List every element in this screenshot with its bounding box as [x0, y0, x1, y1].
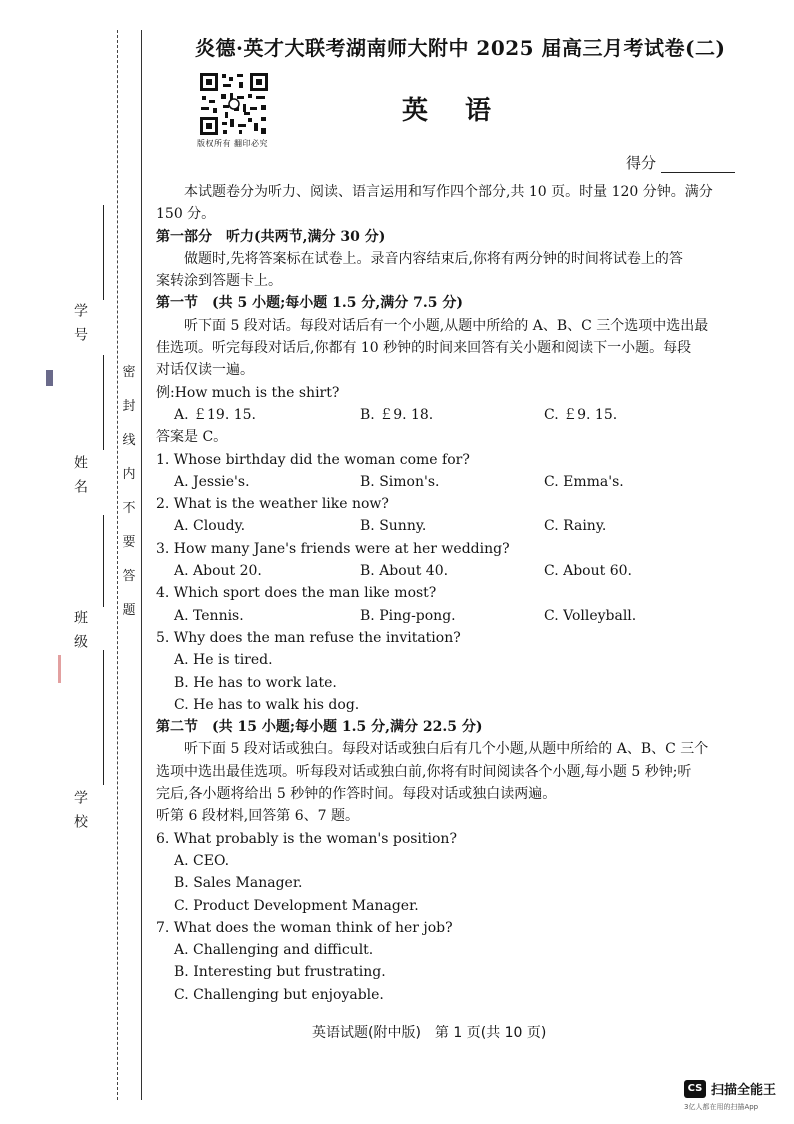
answer-option: C. About 60.: [544, 563, 632, 580]
text-line: 对话仅读一遍。: [156, 362, 254, 379]
answer-option: B. ￡9. 18.: [360, 406, 434, 423]
answer-option: A. ￡19. 15.: [174, 406, 256, 423]
text-line: 1. Whose birthday did the woman come for?: [156, 451, 470, 468]
answer-option: C. Volleyball.: [544, 607, 637, 624]
text-line: 5. Why does the man refuse the invitation?: [156, 629, 461, 646]
text-line: B. Sales Manager.: [174, 875, 303, 892]
text-line: B. Interesting but frustrating.: [174, 964, 386, 981]
text-line: A. CEO.: [174, 852, 230, 869]
text-line: 听下面 5 段对话。每段对话后有一个小题,从题中所给的 A、B、C 三个选项中选出最: [184, 317, 709, 334]
answer-option: B. Ping-pong.: [360, 607, 456, 624]
text-line: 4. Which sport does the man like most?: [156, 585, 437, 602]
subject-title: 英 语: [402, 96, 506, 126]
field-line-school[interactable]: [103, 650, 104, 785]
seal-char: 题: [122, 603, 136, 618]
text-line: C. Product Development Manager.: [174, 897, 419, 914]
field-name: [70, 455, 90, 503]
field-label: 姓名: [72, 455, 88, 503]
scanner-name: 扫描全能王: [711, 1083, 777, 1098]
section-heading: 第一节 (共 5 小题;每小题 1.5 分,满分 7.5 分): [156, 295, 463, 312]
seal-char: 答: [122, 569, 136, 584]
scan-artifact-block: [46, 370, 53, 386]
seal-char: 内: [122, 467, 136, 482]
field-label: 学号: [72, 303, 88, 351]
answer-option: A. Jessie's.: [174, 473, 250, 490]
text-line: 选项中选出最佳选项。听每段对话或独白前,你将有时间阅读各个小题,每小题 5 秒钟;听: [156, 763, 692, 780]
text-line: 完后,各小题将给出 5 秒钟的作答时间。每段对话或独白读两遍。: [156, 786, 557, 803]
seal-char: 封: [122, 399, 136, 414]
text-line: 答案是 C。: [156, 429, 228, 446]
seal-char: 密: [122, 365, 136, 380]
score-field: [626, 152, 735, 173]
answer-option: B. Sunny.: [360, 518, 427, 535]
text-line: 做题时,先将答案标在试卷上。录音内容结束后,你将有两分钟的时间将试卷上的答: [184, 250, 683, 267]
binding-dashed-line: [117, 30, 118, 1100]
option-row: [156, 471, 736, 493]
text-line: 听下面 5 段对话或独白。每段对话或独白后有几个小题,从题中所给的 A、B、C 三个: [184, 741, 709, 758]
field-line-student-number[interactable]: [103, 205, 104, 300]
text-line: 例:How much is the shirt?: [156, 384, 340, 401]
text-line: C. He has to walk his dog.: [174, 696, 360, 713]
scanner-watermark: [684, 1079, 776, 1098]
field-label: 班级: [72, 610, 88, 658]
text-line: 7. What does the woman think of her job?: [156, 919, 453, 936]
text-line: A. Challenging and difficult.: [174, 942, 374, 959]
text-line: C. Challenging but enjoyable.: [174, 986, 384, 1003]
scanner-tagline: 3亿人都在用的扫描App: [684, 1103, 759, 1111]
text-line: 2. What is the weather like now?: [156, 496, 389, 513]
answer-option: A. About 20.: [174, 563, 262, 580]
text-line: 听第 6 段材料,回答第 6、7 题。: [156, 808, 359, 825]
field-class: [70, 610, 90, 658]
text-line: 150 分。: [156, 206, 216, 223]
text-line: 案转涂到答题卡上。: [156, 273, 282, 290]
section-heading: 第一部分 听力(共两节,满分 30 分): [156, 228, 386, 245]
option-row: [156, 515, 736, 537]
seal-char: 线: [122, 433, 136, 448]
binding-solid-line: [141, 30, 142, 1100]
qr-code-icon: [199, 72, 269, 136]
section-heading: 第二节 (共 15 小题;每小题 1.5 分,满分 22.5 分): [156, 719, 483, 736]
answer-option: C. ￡9. 15.: [544, 406, 618, 423]
text-line: 本试题卷分为听力、阅读、语言运用和写作四个部分,共 10 页。时量 120 分钟。满分: [184, 184, 713, 200]
camscanner-logo-icon: CS: [684, 1080, 706, 1098]
field-line-class[interactable]: [103, 515, 104, 607]
exam-title: 炎德·英才大联考湖南师大附中 2025 届高三月考试卷(二): [195, 36, 726, 60]
field-student-number: [70, 303, 90, 351]
answer-option: A. Tennis.: [174, 607, 244, 624]
field-school: [70, 790, 90, 838]
option-row: [156, 605, 736, 627]
seal-char: 不: [122, 501, 136, 516]
seal-warning: [122, 365, 136, 619]
field-label: 学校: [72, 790, 88, 838]
score-blank[interactable]: [661, 159, 735, 173]
answer-option: A. Cloudy.: [174, 518, 246, 535]
option-row: [156, 560, 736, 582]
qr-caption: 版权所有 翻印必究: [197, 139, 269, 148]
text-line: 6. What probably is the woman's position?: [156, 830, 457, 847]
text-line: 佳选项。听完每段对话后,你都有 10 秒钟的时间来回答有关小题和阅读下一小题。每段: [156, 340, 692, 357]
scan-artifacts: [36, 250, 66, 730]
scan-artifact-red: [58, 655, 61, 683]
score-label: 得分: [626, 154, 657, 172]
answer-option: C. Emma's.: [544, 473, 624, 490]
text-line: 3. How many Jane's friends were at her wedding?: [156, 540, 510, 557]
exam-content: [156, 181, 736, 1006]
text-line: B. He has to work late.: [174, 674, 337, 691]
text-line: A. He is tired.: [174, 652, 273, 669]
answer-option: C. Rainy.: [544, 518, 607, 535]
seal-char: 要: [122, 535, 136, 550]
option-row: [156, 404, 736, 426]
answer-option: B. About 40.: [360, 563, 449, 580]
answer-option: B. Simon's.: [360, 473, 440, 490]
field-line-name[interactable]: [103, 355, 104, 450]
page-footer: 英语试题(附中版) 第 1 页(共 10 页): [312, 1025, 547, 1041]
